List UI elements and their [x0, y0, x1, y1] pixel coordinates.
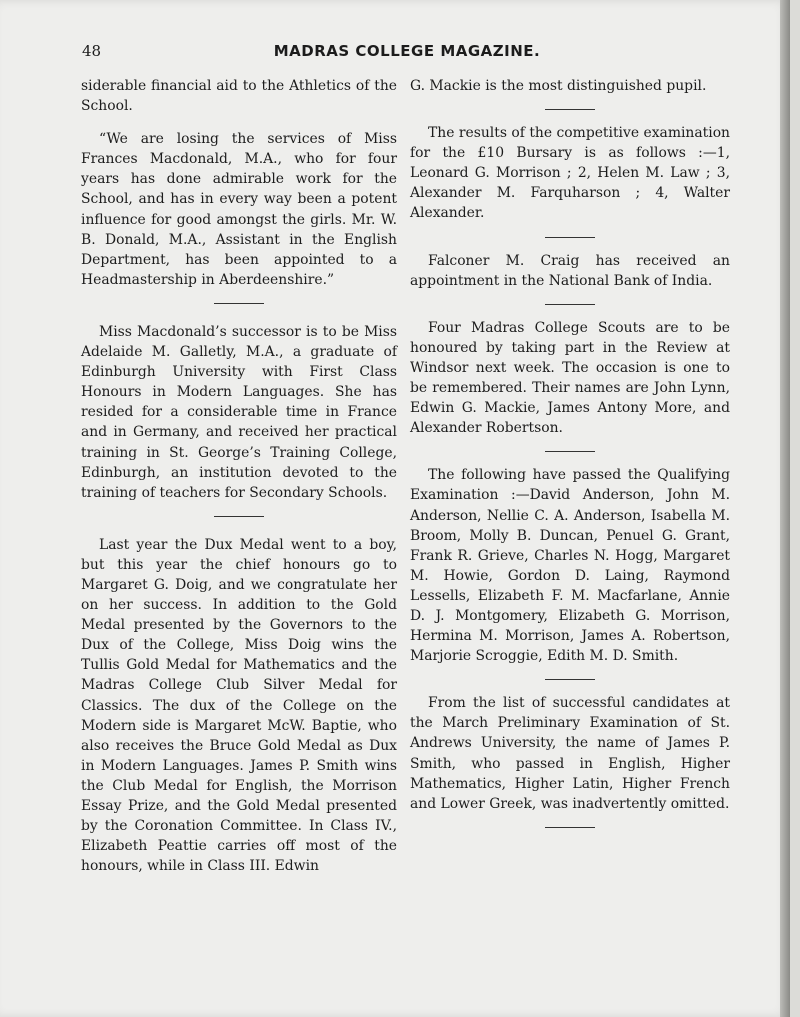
right-column [410, 76, 730, 828]
paragraph-scouts-review: Four Madras College Scouts are to be honoured by taking part in the Review at Windsor next week. The occasion is one to be remembered. Their names are John Lynn, Edwin G. Mackie, James Antony More, and Alexander Robertson. [410, 319, 730, 437]
magazine-title: MADRAS COLLEGE MAGAZINE. [273, 42, 541, 60]
paragraph-preliminary-exam: From the list of successful candidates at the March Preliminary Examination of St. Andrews University, the name of James P. Smith, who passed in English, Higher Mathematics, Higher Latin, Higher French and Lower Greek, was inadvertently omitted. [410, 695, 730, 812]
page-number: 48 [82, 42, 102, 60]
paragraph-qualifying-exam: The following have passed the Qualifying Examination :—David Anderson, John M. Anderson, Nellie C. A. Anderson, Isabella M. Broom, Molly B. Duncan, Penuel G. Grant, Frank R. Grieve, Charles N. Hogg, Margaret M. Howie, Gordon D. Laing, Raymond Lessells, Elizabeth F. M. Macfarlane, Annie D. J. Montgomery, Elizabeth G. Morrison, Hermina M. Morrison, James A. Robertson, Marjorie Scroggie, Edith M. D. Smith. [410, 467, 730, 665]
paragraph-bank-appointment: Falconer M. Craig has received an appointment in the National Bank of India. [410, 252, 730, 289]
paragraph-bursary-results: The results of the competitive examination for the £10 Bursary is as follows :—1, Leonard G. Morrison ; 2, Helen M. Law ; 3, Alexander M. Farquharson ; 4, Walter Alexander. [410, 125, 730, 222]
left-column [81, 76, 397, 876]
page-header [82, 42, 732, 64]
paragraph-athletics-aid: siderable financial aid to the Athletics of the School. [81, 78, 397, 115]
paragraph-distinguished-pupil: G. Mackie is the most distinguished pupil. [410, 78, 707, 94]
page-edge [780, 0, 790, 1017]
paragraph-dux-medal: Last year the Dux Medal went to a boy, but this year the chief honours go to Margaret G. Doig, and we congratulate her on her success. In addition to the Gold Medal presented by the Governors to the Dux of the College, Miss Doig wins the Tullis Gold Medal for Mathematics and the Madras College Club Silver Medal for Classics. The dux of the College on the Modern side is Margaret McW. Baptie, who also receives the Bruce Gold Medal as Dux in Modern Languages. James P. Smith wins the Club Medal for English, the Morrison Essay Prize, and the Gold Medal presented by the Coronation Committee. In Class IV., Elizabeth Peattie carries off most of the honours, while in Class III. Edwin [81, 536, 397, 875]
section-divider [545, 827, 595, 828]
paragraph-successor: Miss Macdonald’s successor is to be Miss Adelaide M. Galletly, M.A., a graduate of Edinburgh University with First Class Honours in Modern Languages. She has resided for a considerable time in France and in Germany, and received her practical training in St. George’s Training College, Edinburgh, an institution devoted to the training of teachers for Secondary Schools. [81, 323, 397, 501]
paragraph-staff-quote: “We are losing the services of Miss Frances Macdonald, M.A., who for four years has done admirable work for the School, and has in every way been a potent influence for good amongst the girls. Mr. W. B. Donald, M.A., Assistant in the English Department, has been appointed to a Headmastership in Aberdeenshire.” [81, 131, 397, 288]
